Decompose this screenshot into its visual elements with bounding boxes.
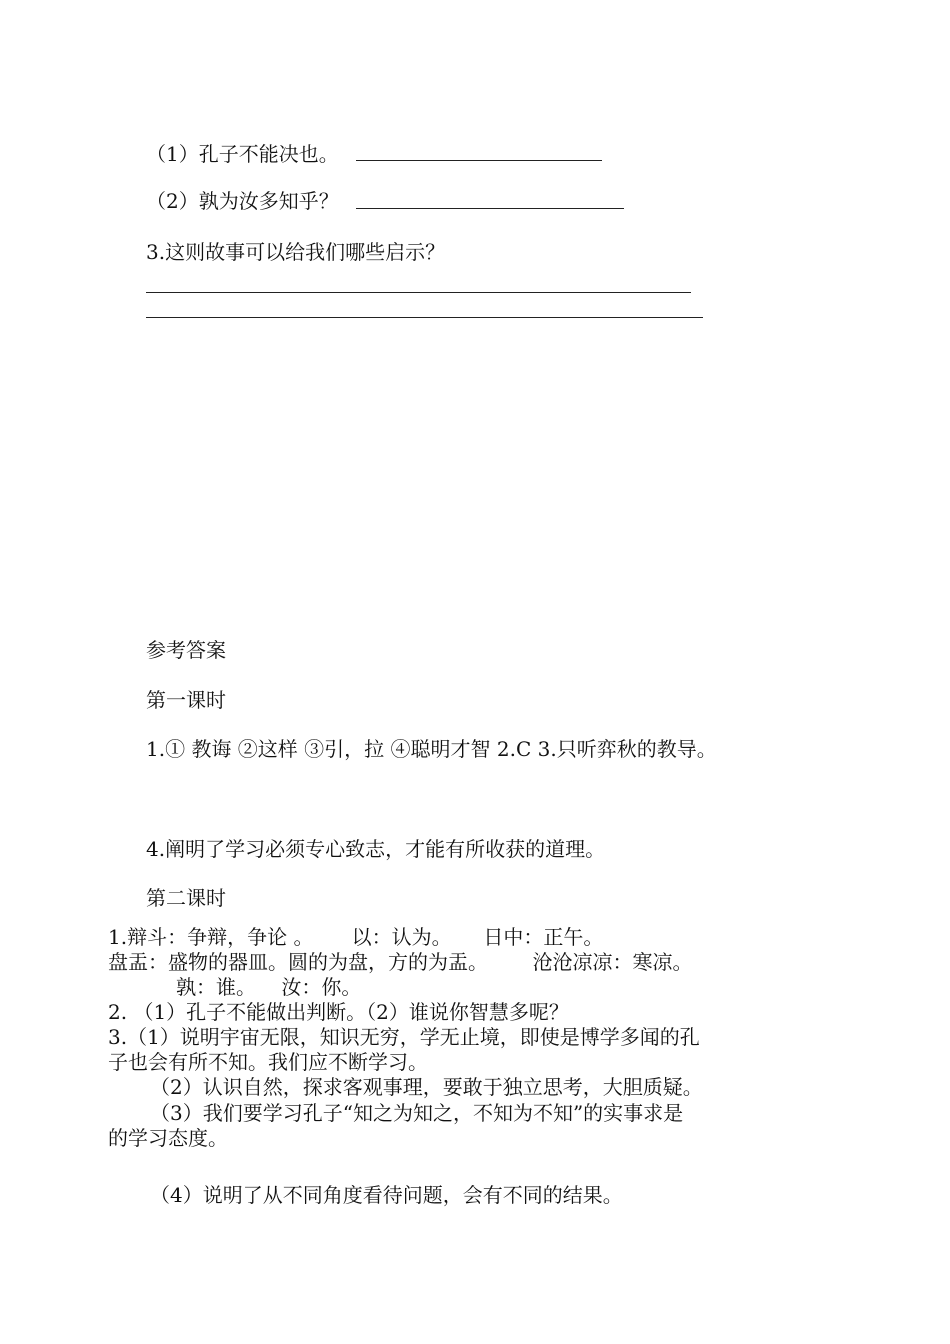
- lesson-2-answer-line: （4）说明了从不同角度看待问题，会有不同的结果。: [150, 1183, 623, 1207]
- answer-blank-line[interactable]: [356, 208, 624, 209]
- lesson-2-answer-line: 2. （1）孔子不能做出判断。（2）谁说你智慧多呢？: [108, 1000, 569, 1024]
- lesson-2-answer-line: 孰：谁。 汝：你。: [176, 975, 362, 999]
- lesson-1-title: 第一课时: [146, 688, 226, 712]
- lesson-2-answer-line: 1.辩斗：争辩，争论 。 以：认为。 日中：正午。: [108, 925, 604, 949]
- lesson-2-title: 第二课时: [146, 886, 226, 910]
- lesson-2-answer-line: （3）我们要学习孔子“知之为知之，不知为不知”的实事求是: [150, 1101, 684, 1125]
- lesson-1-answer-line: 1.① 教诲 ②这样 ③引，拉 ④聪明才智 2.C 3.只听弈秋的教导。: [146, 737, 717, 761]
- answer-blank-line[interactable]: [356, 160, 602, 161]
- question-2-2: （2）孰为汝多知乎？: [146, 189, 339, 213]
- lesson-2-answer-line: 子也会有所不知。我们应不断学习。: [108, 1050, 428, 1074]
- question-3: 3.这则故事可以给我们哪些启示？: [146, 240, 446, 264]
- lesson-2-answer-line: 3.（1）说明宇宙无限，知识无穷，学无止境，即使是博学多闻的孔: [108, 1025, 700, 1049]
- question-2-1: （1）孔子不能决也。: [146, 142, 339, 166]
- lesson-2-answer-line: 盘盂：盛物的器皿。圆的为盘，方的为盂。 沧沧凉凉：寒凉。: [108, 950, 693, 974]
- lesson-2-answer-line: （2）认识自然，探求客观事理，要敢于独立思考，大胆质疑。: [150, 1075, 703, 1099]
- answers-heading: 参考答案: [146, 638, 226, 662]
- answer-blank-line[interactable]: [146, 317, 703, 318]
- lesson-1-answer-line: 4.阐明了学习必须专心致志，才能有所收获的道理。: [146, 837, 606, 861]
- lesson-2-answer-line: 的学习态度。: [108, 1126, 228, 1150]
- answer-blank-line[interactable]: [146, 292, 691, 293]
